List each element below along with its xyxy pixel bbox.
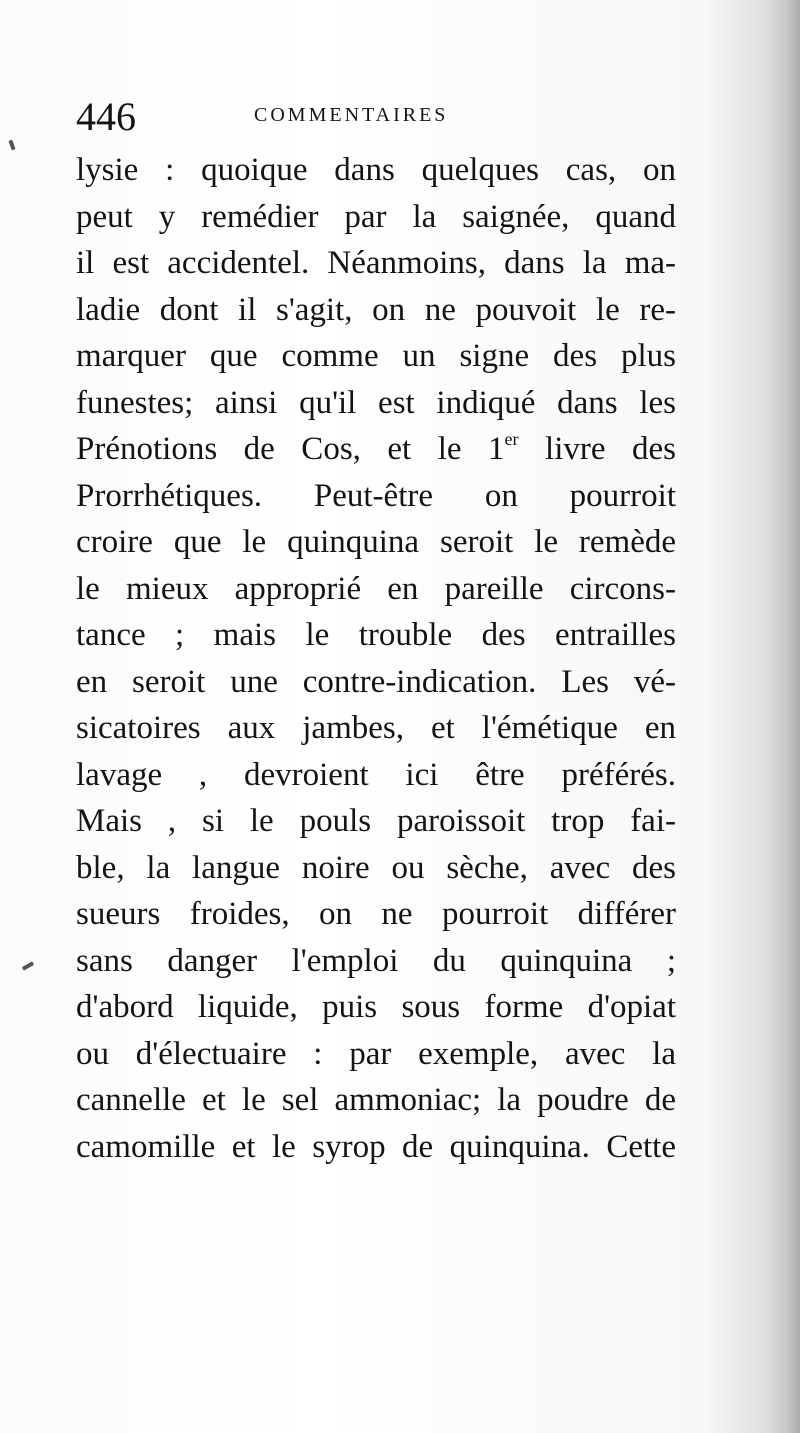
text-line: tance ; mais le trouble des entrailles	[76, 617, 676, 653]
text-line: sans danger l'emploi du quinquina ;	[76, 942, 676, 979]
text-line: ble, la langue noire ou sèche, avec des	[76, 849, 676, 886]
text-line: cannelle et le sel ammoniac; la poudre de	[76, 1082, 676, 1118]
superscript-er: er	[504, 429, 519, 449]
text-line: d'abord liquide, puis sous forme d'opiat	[76, 989, 676, 1025]
text-line: funestes; ainsi qu'il est indiqué dans les	[76, 384, 676, 421]
text-line: le mieux approprié en pareille circons-	[76, 570, 676, 607]
text-line: en seroit une contre-indication. Les vé-	[76, 663, 676, 700]
text-line: marquer que comme un signe des plus	[76, 338, 676, 374]
text-line: peut y remédier par la saignée, quand	[76, 198, 676, 235]
page-header	[76, 92, 596, 142]
text-line: ou d'électuaire : par exemple, avec la	[76, 1035, 676, 1072]
text-line: Prorrhétiques. Peut-être on pourroit	[76, 477, 676, 514]
running-head: COMMENTAIRES	[254, 104, 449, 126]
text-line-head: Prénotions de Cos, et le 1	[76, 431, 505, 467]
text-line: croire que le quinquina seroit le remède	[76, 524, 676, 560]
text-line: lysie : quoique dans quelques cas, on	[76, 152, 676, 188]
text-line: camomille et le syrop de quinquina. Cette	[76, 1128, 676, 1165]
body-text	[76, 147, 676, 1170]
ink-speck	[8, 140, 15, 151]
text-line: sicatoires aux jambes, et l'émétique en	[76, 710, 676, 746]
text-line: Mais , si le pouls paroissoit trop fai-	[76, 803, 676, 839]
text-line-tail: livre des	[518, 431, 676, 467]
text-line: il est accidentel. Néanmoins, dans la ma-	[76, 245, 676, 281]
text-line: sueurs froides, on ne pourroit différer	[76, 896, 676, 932]
text-line: lavage , devroient ici être préférés.	[76, 756, 676, 793]
page-number: 446	[76, 94, 136, 139]
text-line: ladie dont il s'agit, on ne pouvoit le re-	[76, 291, 676, 328]
ink-speck	[22, 961, 34, 970]
page-gutter-shadow	[766, 0, 800, 1433]
text-line	[76, 426, 676, 473]
